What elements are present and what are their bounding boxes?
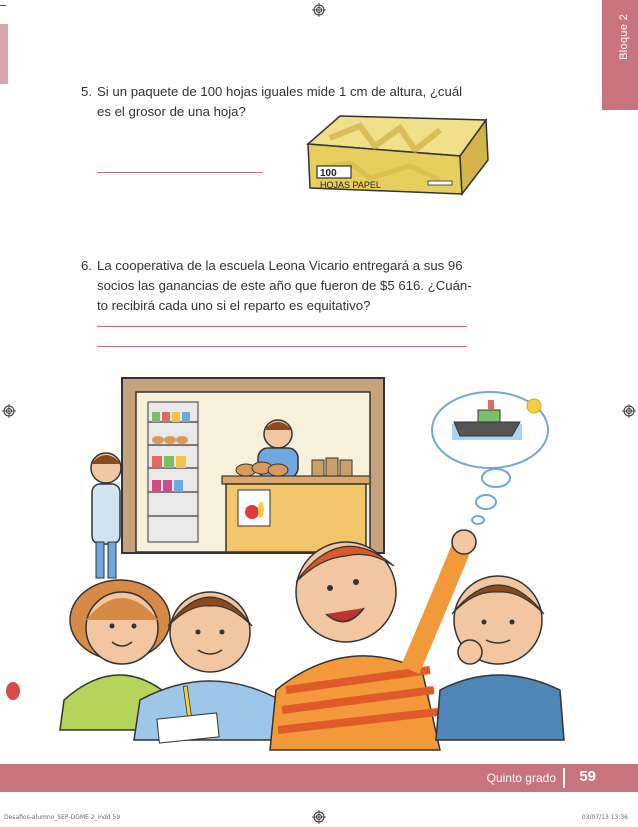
margin-decoration [6, 682, 20, 700]
registration-mark-icon [2, 404, 16, 418]
standing-child [91, 453, 121, 578]
footer-separator [563, 768, 565, 788]
question-number: 6. [81, 258, 92, 273]
question-number: 5. [81, 84, 92, 99]
question-line: socios las ganancias de este año que fueron de $5 616. ¿Cuán- [97, 278, 472, 293]
crop-mark [0, 5, 6, 6]
left-margin-bar [0, 24, 8, 84]
question-line: Si un paquete de 100 hojas iguales mide 1 cm de altura, ¿cuál [97, 84, 463, 99]
registration-mark-icon [312, 3, 326, 17]
answer-line[interactable] [97, 326, 467, 327]
paper-package-illustration [300, 108, 492, 198]
question-6 [81, 256, 481, 320]
question-line: La cooperativa de la escuela Leona Vicario entregará a sus 96 [97, 258, 463, 273]
bloque-label: Bloque 2 [618, 14, 630, 60]
thinking-student [436, 576, 564, 740]
slug-date: 03/07/13 13:36 [581, 814, 628, 821]
question-line: es el grosor de una hoja? [97, 104, 246, 119]
answer-line[interactable] [97, 346, 467, 347]
package-label: HOJAS PAPEL [320, 180, 381, 190]
shelf [148, 402, 198, 542]
package-count: 100 [320, 168, 337, 179]
question-line: to recibirá cada uno si el reparto es equitativo? [97, 298, 371, 313]
registration-mark-icon [622, 404, 636, 418]
slug-file: Desafios-alumno_SEP-DGME 2_indd 59 [4, 814, 121, 821]
answer-line[interactable] [97, 172, 263, 173]
thought-bubble [432, 392, 548, 524]
registration-mark-icon [312, 810, 326, 824]
page-number: 59 [579, 768, 596, 785]
footer-grade: Quinto grado [486, 771, 556, 785]
classroom-illustration [50, 370, 570, 760]
